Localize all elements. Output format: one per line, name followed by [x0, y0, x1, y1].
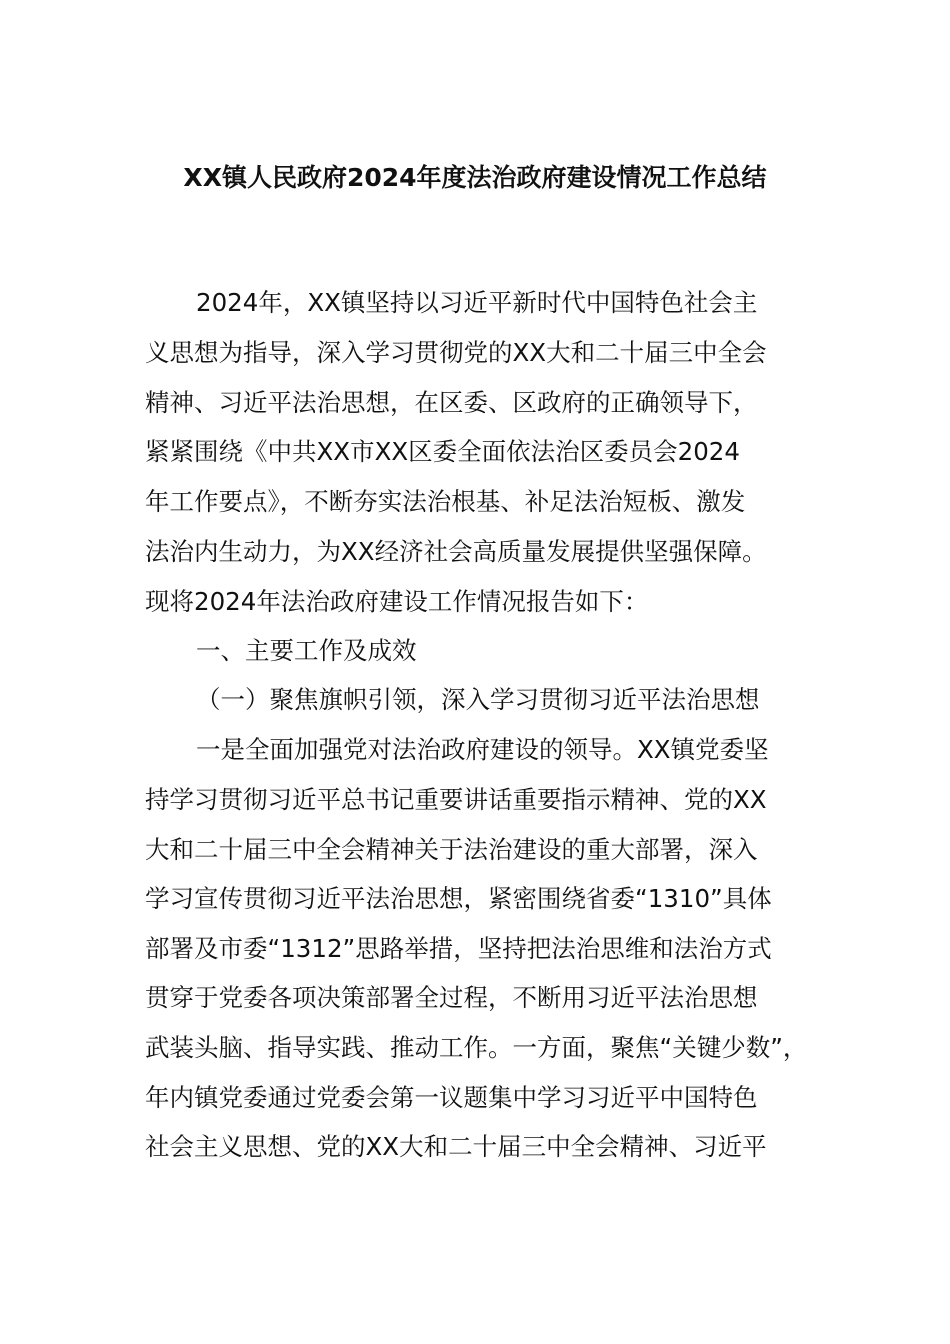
paragraph-line: 法治内生动力，为XX经济社会高质量发展提供坚强保障。: [145, 537, 767, 566]
paragraph-line: 学习宣传贯彻习近平法治思想，紧密围绕省委“1310”具体: [145, 884, 772, 913]
paragraph-line: 社会主义思想、党的XX大和二十届三中全会精神、习近平: [145, 1132, 767, 1161]
paragraph-line: 部署及市委“1312”思路举措，坚持把法治思维和法治方式: [145, 934, 772, 963]
paragraph-line: 一是全面加强党对法治政府建设的领导。XX镇党委坚: [196, 735, 769, 764]
paragraph-line: 贯穿于党委各项决策部署全过程，不断用习近平法治思想: [145, 983, 758, 1012]
paragraph-line: 义思想为指导，深入学习贯彻党的XX大和二十届三中全会: [145, 338, 767, 367]
document-title: XX镇人民政府2024年度法治政府建设情况工作总结: [183, 163, 767, 192]
paragraph-line: 紧紧围绕《中共XX市XX区委全面依法治区委员会2024: [145, 437, 740, 466]
paragraph-line: 持学习贯彻习近平总书记重要讲话重要指示精神、党的XX: [145, 785, 767, 814]
paragraph-line: 现将2024年法治政府建设工作情况报告如下：: [145, 587, 649, 616]
paragraph-line: 武装头脑、指导实践、推动工作。一方面，聚焦“关键少数”，: [145, 1033, 808, 1062]
paragraph-line: 大和二十届三中全会精神关于法治建设的重大部署，深入: [145, 835, 758, 864]
section-heading: 一、主要工作及成效: [196, 636, 417, 665]
paragraph-line: 精神、习近平法治思想，在区委、区政府的正确领导下，: [145, 388, 758, 417]
paragraph-line: 年内镇党委通过党委会第一议题集中学习习近平中国特色: [145, 1083, 758, 1112]
paragraph-line: 年工作要点》，不断夯实法治根基、补足法治短板、激发: [145, 487, 746, 516]
subsection-heading: （一）聚焦旗帜引领，深入学习贯彻习近平法治思想: [196, 685, 760, 714]
paragraph-line: 2024年，XX镇坚持以习近平新时代中国特色社会主: [196, 288, 758, 317]
